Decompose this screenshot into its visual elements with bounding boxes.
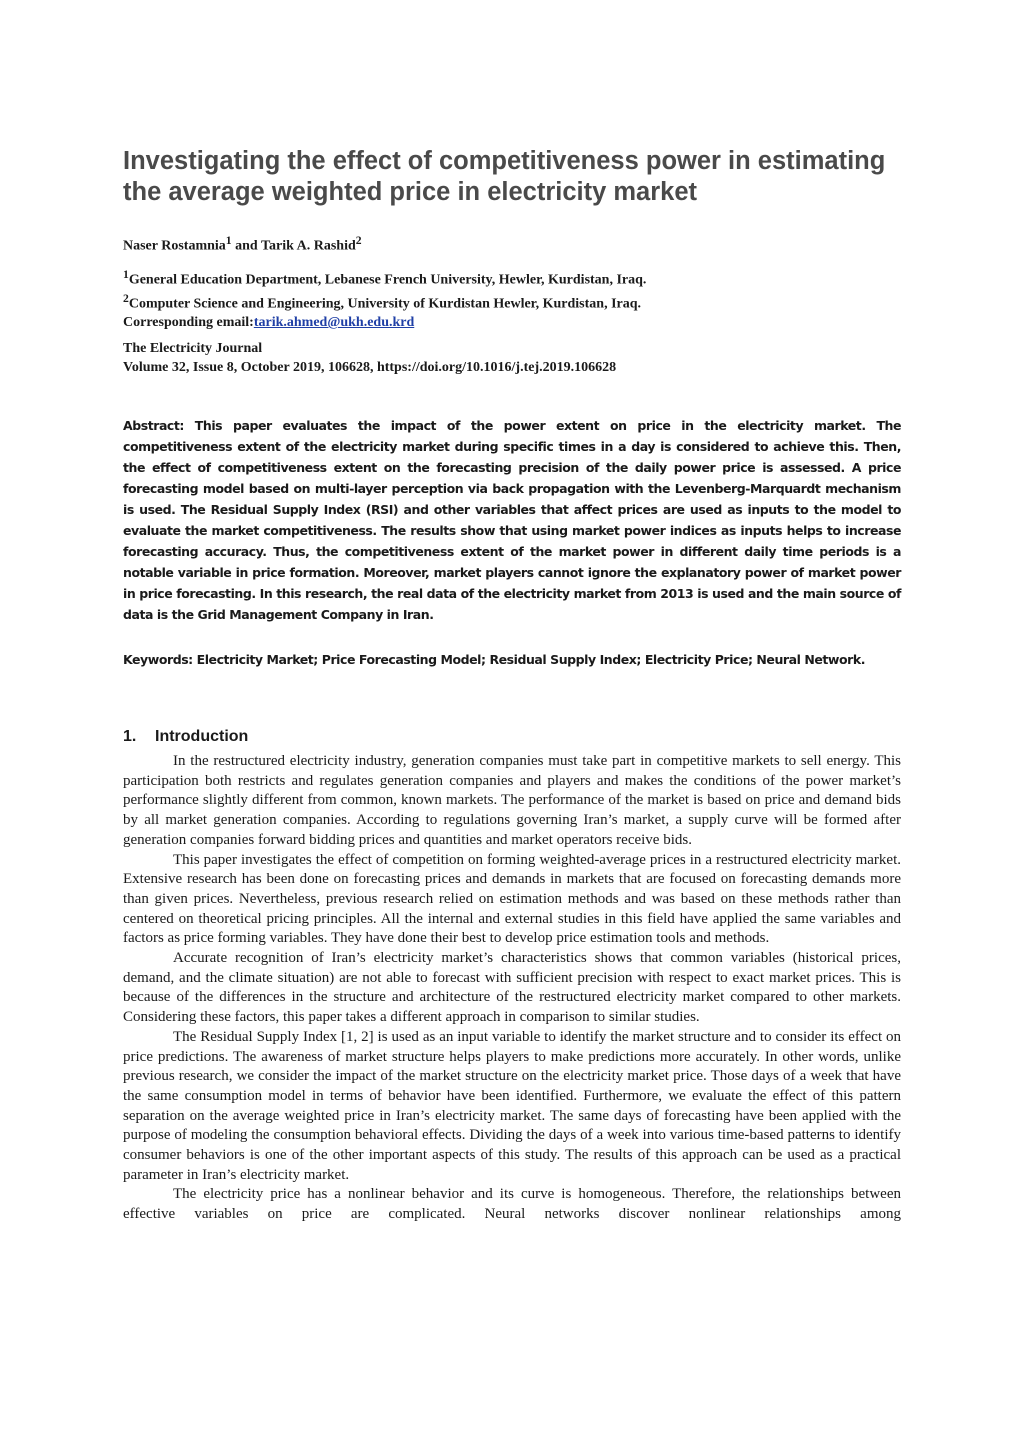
author-2-affiliation-mark: 2: [355, 234, 362, 247]
corresponding-email-label: Corresponding email:: [123, 315, 254, 331]
affiliation-2: [123, 290, 913, 314]
body-paragraph-2: This paper investigates the effect of competition on forming weighted-average prices in a restructured electricity market. Extensive research has been done on forecasting prices and demands in markets that are focused on forecasting demands more than given prices. Nevertheless, previous research relied on estimation methods and was based on these methods rather than centered on theoretical pricing principles. All the internal and external studies in this field have applied the same variables and factors as price forming variables. They have done their best to develop price estimation tools and methods.: [123, 851, 901, 947]
affiliation-2-text: Computer Science and Engineering, University of Kurdistan Hewler, Kurdistan, Iraq.: [128, 296, 642, 312]
keywords: Keywords: Electricity Market; Price Forecasting Model; Residual Supply Index; Electricity Price; Neural Network.: [123, 652, 866, 667]
author-1-name: Naser Rostamnia: [123, 238, 226, 254]
corresponding-email-line: [123, 314, 913, 333]
paper-title: Investigating the effect of competitiveness power in estimating the average weighted price in electricity market: [123, 147, 886, 206]
abstract: Abstract: This paper evaluates the impact of the power extent on price in the electricity market. The competitiveness extent of the electricity market during specific times in a day is considered to achieve this. Then, the effect of competitiveness extent on the forecasting precision of the daily power price is assessed. A price forecasting model based on multi-layer perception via back propagation with the Levenberg-Marquardt mechanism is used. The Residual Supply Index (RSI) and other variables that affect prices are used as inputs to the model to evaluate the market competitiveness. The results show that using market power indices as inputs helps to increase forecasting accuracy. Thus, the competitiveness extent of the market power in different daily time periods is a notable variable in price formation. Moreover, market players cannot ignore the explanatory power of market power in price forecasting. In this research, the real data of the electricity market from 2013 is used and the main source of data is the Grid Management Company in Iran.: [123, 418, 901, 622]
journal-name: The Electricity Journal: [123, 341, 263, 356]
author-conjunction: and: [231, 238, 261, 254]
body-paragraph-5: The electricity price has a nonlinear behavior and its curve is homogeneous. Therefore, the relationships between effective variables on price are complicated. Neural networks discover nonlinear relationships among: [123, 1186, 901, 1223]
journal-volume-doi: Volume 32, Issue 8, October 2019, 106628, https://doi.org/10.1016/j.tej.2019.106628: [123, 359, 617, 375]
author-line: [123, 232, 362, 256]
corresponding-email-link[interactable]: tarik.ahmed@ukh.edu.krd: [253, 315, 415, 331]
body-paragraph-4: The Residual Supply Index [1, 2] is used as an input variable to identify the market structure and to consider its effect on price predictions. The awareness of market structure helps players to make predictions more accurately. In other words, unlike previous research, we consider the impact of the market structure on the electricity market price. Those days of a week that have the same consumption model in terms of behavior have been identified. Furthermore, we evaluate the effect of this pattern separation on the average weighted price in Iran’s electricity market. The same days of forecasting have been applied with the purpose of modeling the consumption behavioral effects. Dividing the days of a week into various time-based patterns to identify consumer behaviors is one of the other important aspects of this study. The results of this approach can be used as a practical parameter in Iran’s electricity market.: [123, 1028, 901, 1183]
affiliation-1-text: General Education Department, Lebanese French University, Hewler, Kurdistan, Iraq.: [128, 272, 647, 288]
affiliation-1: [123, 266, 913, 290]
section-number: 1.: [123, 728, 137, 745]
body-paragraph-3: Accurate recognition of Iran’s electricity market’s characteristics shows that common variables (historical prices, demand, and the climate situation) are not able to forecast with sufficient precision with respect to exact market prices. This is because of the differences in the structure and architecture of the restructured electricity market compared to other markets. Considering these factors, this paper takes a different approach in comparison to similar studies.: [123, 950, 901, 1026]
journal-info: [123, 340, 913, 377]
affiliation-2-mark: 2: [123, 292, 129, 306]
introduction-body: [123, 752, 901, 1225]
section-heading-introduction: [123, 727, 248, 747]
author-1-affiliation-mark: 1: [225, 234, 232, 247]
author-2-name: Tarik A. Rashid: [260, 238, 356, 254]
affiliations: [123, 266, 913, 333]
body-paragraph-1: In the restructured electricity industry, generation companies must take part in competitive markets to sell energy. This participation both restricts and regulates generation companies and players and makes the conditions of the power market’s performance slightly different from common, known markets. The performance of the market is based on price and demand bids by all market generation companies. According to regulations governing Iran’s market, a supply curve will be formed after generation companies forward bidding prices and quantities and market operators receive bids.: [123, 753, 901, 848]
section-title: Introduction: [155, 728, 249, 745]
affiliation-1-mark: 1: [123, 268, 129, 281]
